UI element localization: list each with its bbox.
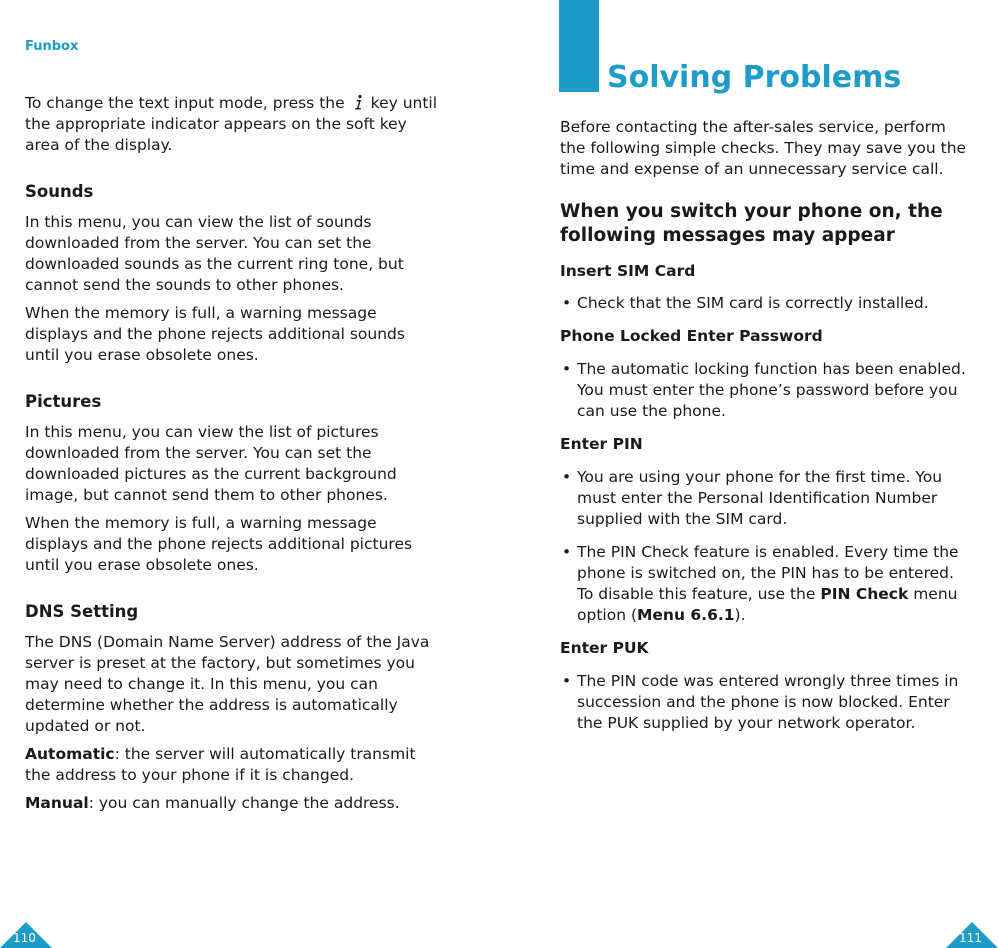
enter-pin-heading: Enter PIN xyxy=(560,435,643,453)
dns-heading: DNS Setting xyxy=(25,602,139,621)
pictures-paragraph-1: In this menu, you can view the list of pictures downloaded from the server. You can set the downloaded pictures as the current background image, but cannot send them to other phones. xyxy=(25,423,397,504)
pictures-paragraph-2: When the memory is full, a warning message displays and the phone rejects additional pictures until you erase obsolete ones. xyxy=(25,514,413,574)
page-title: Solving Problems xyxy=(607,60,902,95)
page-number-left: 110 xyxy=(0,908,52,948)
intro-paragraph: To change the text input mode, press the key until the appropriate indicator appears on the soft key area of the display. xyxy=(25,94,438,154)
enter-puk-bullet: • The PIN code was entered wrongly three times in succession and the phone is now blocked. Enter the PUK supplied by your network operator. xyxy=(562,672,959,732)
page-number-right: 111 xyxy=(946,908,998,948)
enter-pin-bullet-1: • You are using your phone for the first time. You must enter the Personal Identification Number supplied with the SIM card. xyxy=(562,468,943,528)
dns-paragraph: The DNS (Domain Name Server) address of the Java server is preset at the factory, but sometimes you may need to change it. In this menu, you can determine whether the address is automatically updated or not. xyxy=(25,633,430,735)
title-accent-bar xyxy=(559,0,599,92)
sounds-heading: Sounds xyxy=(25,182,94,201)
dns-manual: Manual: you can manually change the address. xyxy=(25,794,400,812)
info-key-icon xyxy=(349,93,367,111)
phone-locked-bullet: • The automatic locking function has been enabled. You must enter the phone’s password before you can use the phone. xyxy=(562,360,966,420)
insert-sim-heading: Insert SIM Card xyxy=(560,262,696,280)
sounds-paragraph-1: In this menu, you can view the list of sounds downloaded from the server. You can set the downloaded sounds as the current ring tone, but cannot send the sounds to other phones. xyxy=(25,213,404,294)
running-header: Funbox xyxy=(25,39,79,54)
enter-puk-heading: Enter PUK xyxy=(560,639,649,657)
right-column xyxy=(560,117,975,734)
phone-locked-heading: Phone Locked Enter Password xyxy=(560,327,823,345)
left-column xyxy=(25,93,440,814)
dns-automatic: Automatic: the server will automatically transmit the address to your phone if it is changed. xyxy=(25,745,416,784)
sounds-paragraph-2: When the memory is full, a warning message displays and the phone rejects additional sounds until you erase obsolete ones. xyxy=(25,304,405,364)
pictures-heading: Pictures xyxy=(25,392,102,411)
solving-intro: Before contacting the after-sales service, perform the following simple checks. They may save you the time and expense of an unnecessary service call. xyxy=(560,118,967,178)
insert-sim-bullet: • Check that the SIM card is correctly installed. xyxy=(562,294,929,312)
messages-heading: When you switch your phone on, the following messages may appear xyxy=(560,201,943,246)
enter-pin-bullet-2: • The PIN Check feature is enabled. Every time the phone is switched on, the PIN has to be entered. To disable this feature, use the PIN Check menu option (Menu 6.6.1). xyxy=(562,543,959,624)
